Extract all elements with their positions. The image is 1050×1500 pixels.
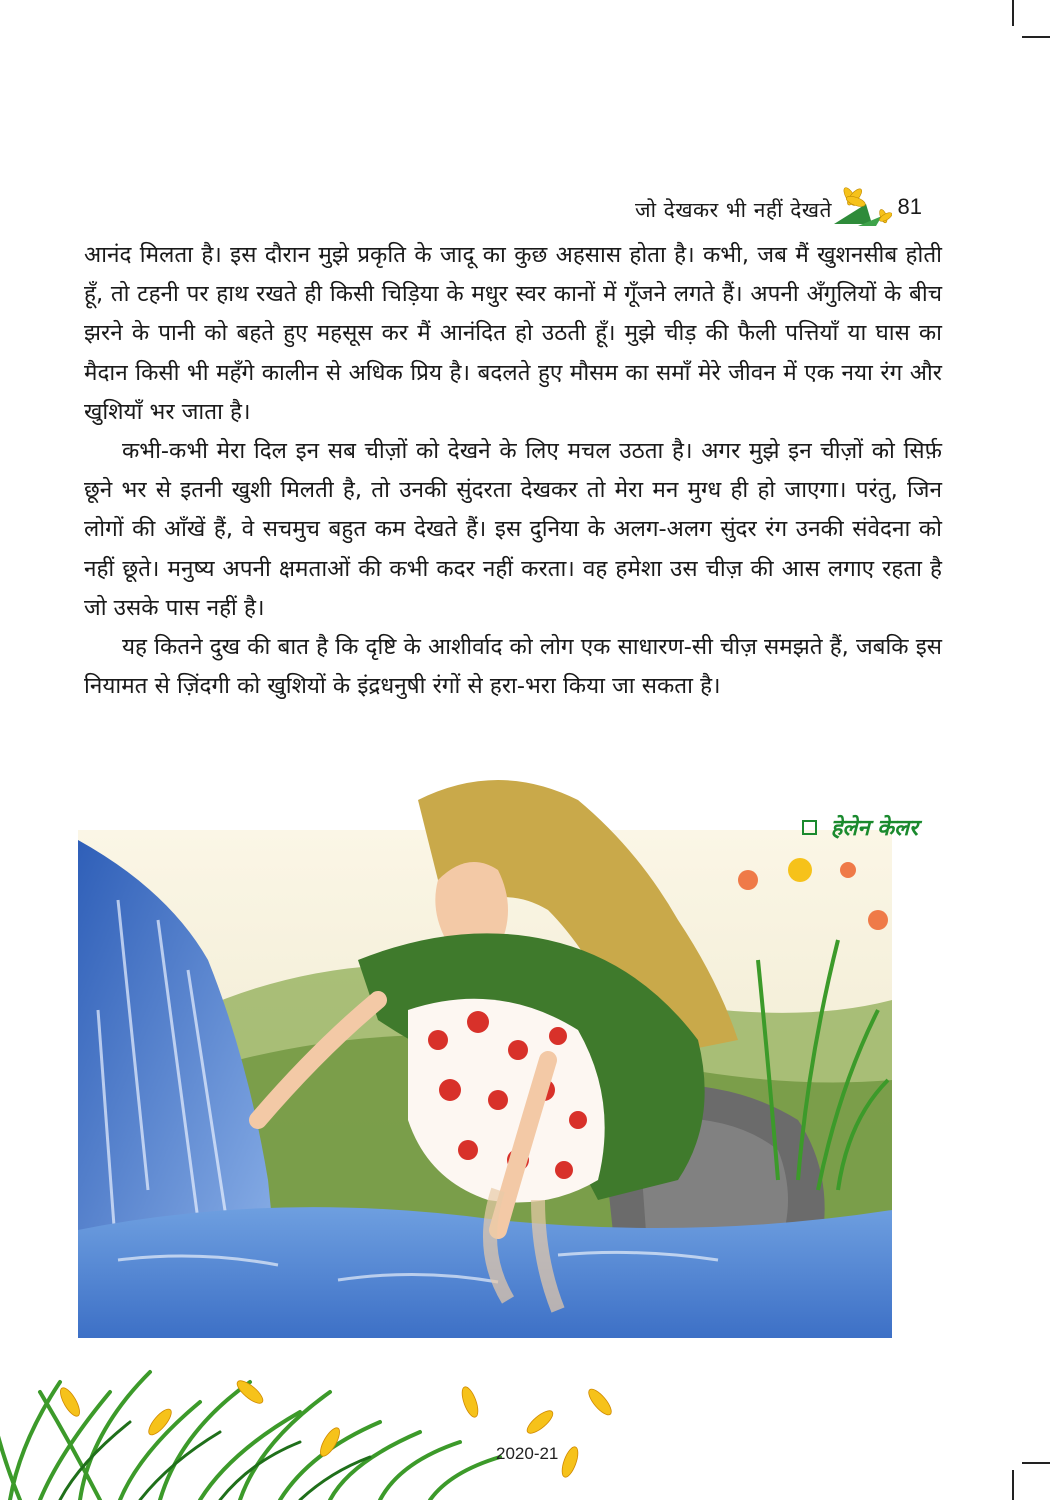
flower-leaf-icon	[832, 186, 892, 228]
author-name: हेलेन केलर	[830, 816, 918, 841]
crop-mark-top-right	[1012, 0, 1014, 26]
page-number: 81	[897, 194, 922, 219]
grass-flowers-decoration	[0, 1362, 780, 1500]
publication-year: 2020-21	[496, 1444, 559, 1463]
crop-mark-bottom-right	[1012, 1470, 1014, 1500]
square-bullet-icon	[802, 820, 817, 835]
paragraph-2: कभी-कभी मेरा दिल इन सब चीज़ों को देखने के लिए मचल उठता है। अगर मुझे इन चीज़ों को सिर्फ़ छूने भर से इतनी खुशी मिलती है, तो उनकी सुंदरता देखकर तो मेरा मन मुग्ध ही हो जाएगा। परंतु, जिन लोगों की आँखें हैं, वे सचमुच बहुत कम देखते हैं। इस दुनिया के अलग-अलग सुंदर रंग उनकी संवेदना को नहीं छूते। मनुष्य अपनी क्षमताओं की कभी कदर नहीं करता। वह हमेशा उस चीज़ की आस लगाए रहता है जो उसके पास नहीं है।	[84, 438, 942, 621]
crop-mark-bottom-right-h	[1022, 1462, 1050, 1464]
waterfall-illustration	[78, 760, 892, 1338]
paragraph-1: आनंद मिलता है। इस दौरान मुझे प्रकृति के जादू का कुछ अहसास होता है। कभी, जब मैं खुशनसीब होती हूँ, तो टहनी पर हाथ रखते ही किसी चिड़िया के मधुर स्वर कानों में गूँजने लगते हैं। अपनी अँगुलियों के बीच झरने के पानी को बहते हुए महसूस कर मैं आनंदित हो उठती हूँ। मुझे चीड़ की फैली पत्तियाँ या घास का मैदान किसी भी महँगे कालीन से अधिक प्रिय है। बदलते हुए मौसम का समाँ मेरे जीवन में एक नया रंग और खुशियाँ भर जाता है।	[84, 242, 942, 425]
running-title: जो देखकर भी नहीं देखते	[634, 198, 832, 222]
body-text	[84, 236, 942, 706]
page-header	[560, 192, 940, 228]
author-credit	[802, 812, 918, 842]
crop-mark-top-right-h	[1022, 36, 1050, 38]
paragraph-3: यह कितने दुख की बात है कि दृष्टि के आशीर्वाद को लोग एक साधारण-सी चीज़ समझते हैं, जबकि इस नियामत से ज़िंदगी को खुशियों के इंद्रधनुषी रंगों से हरा-भरा किया जा सकता है।	[84, 634, 942, 700]
